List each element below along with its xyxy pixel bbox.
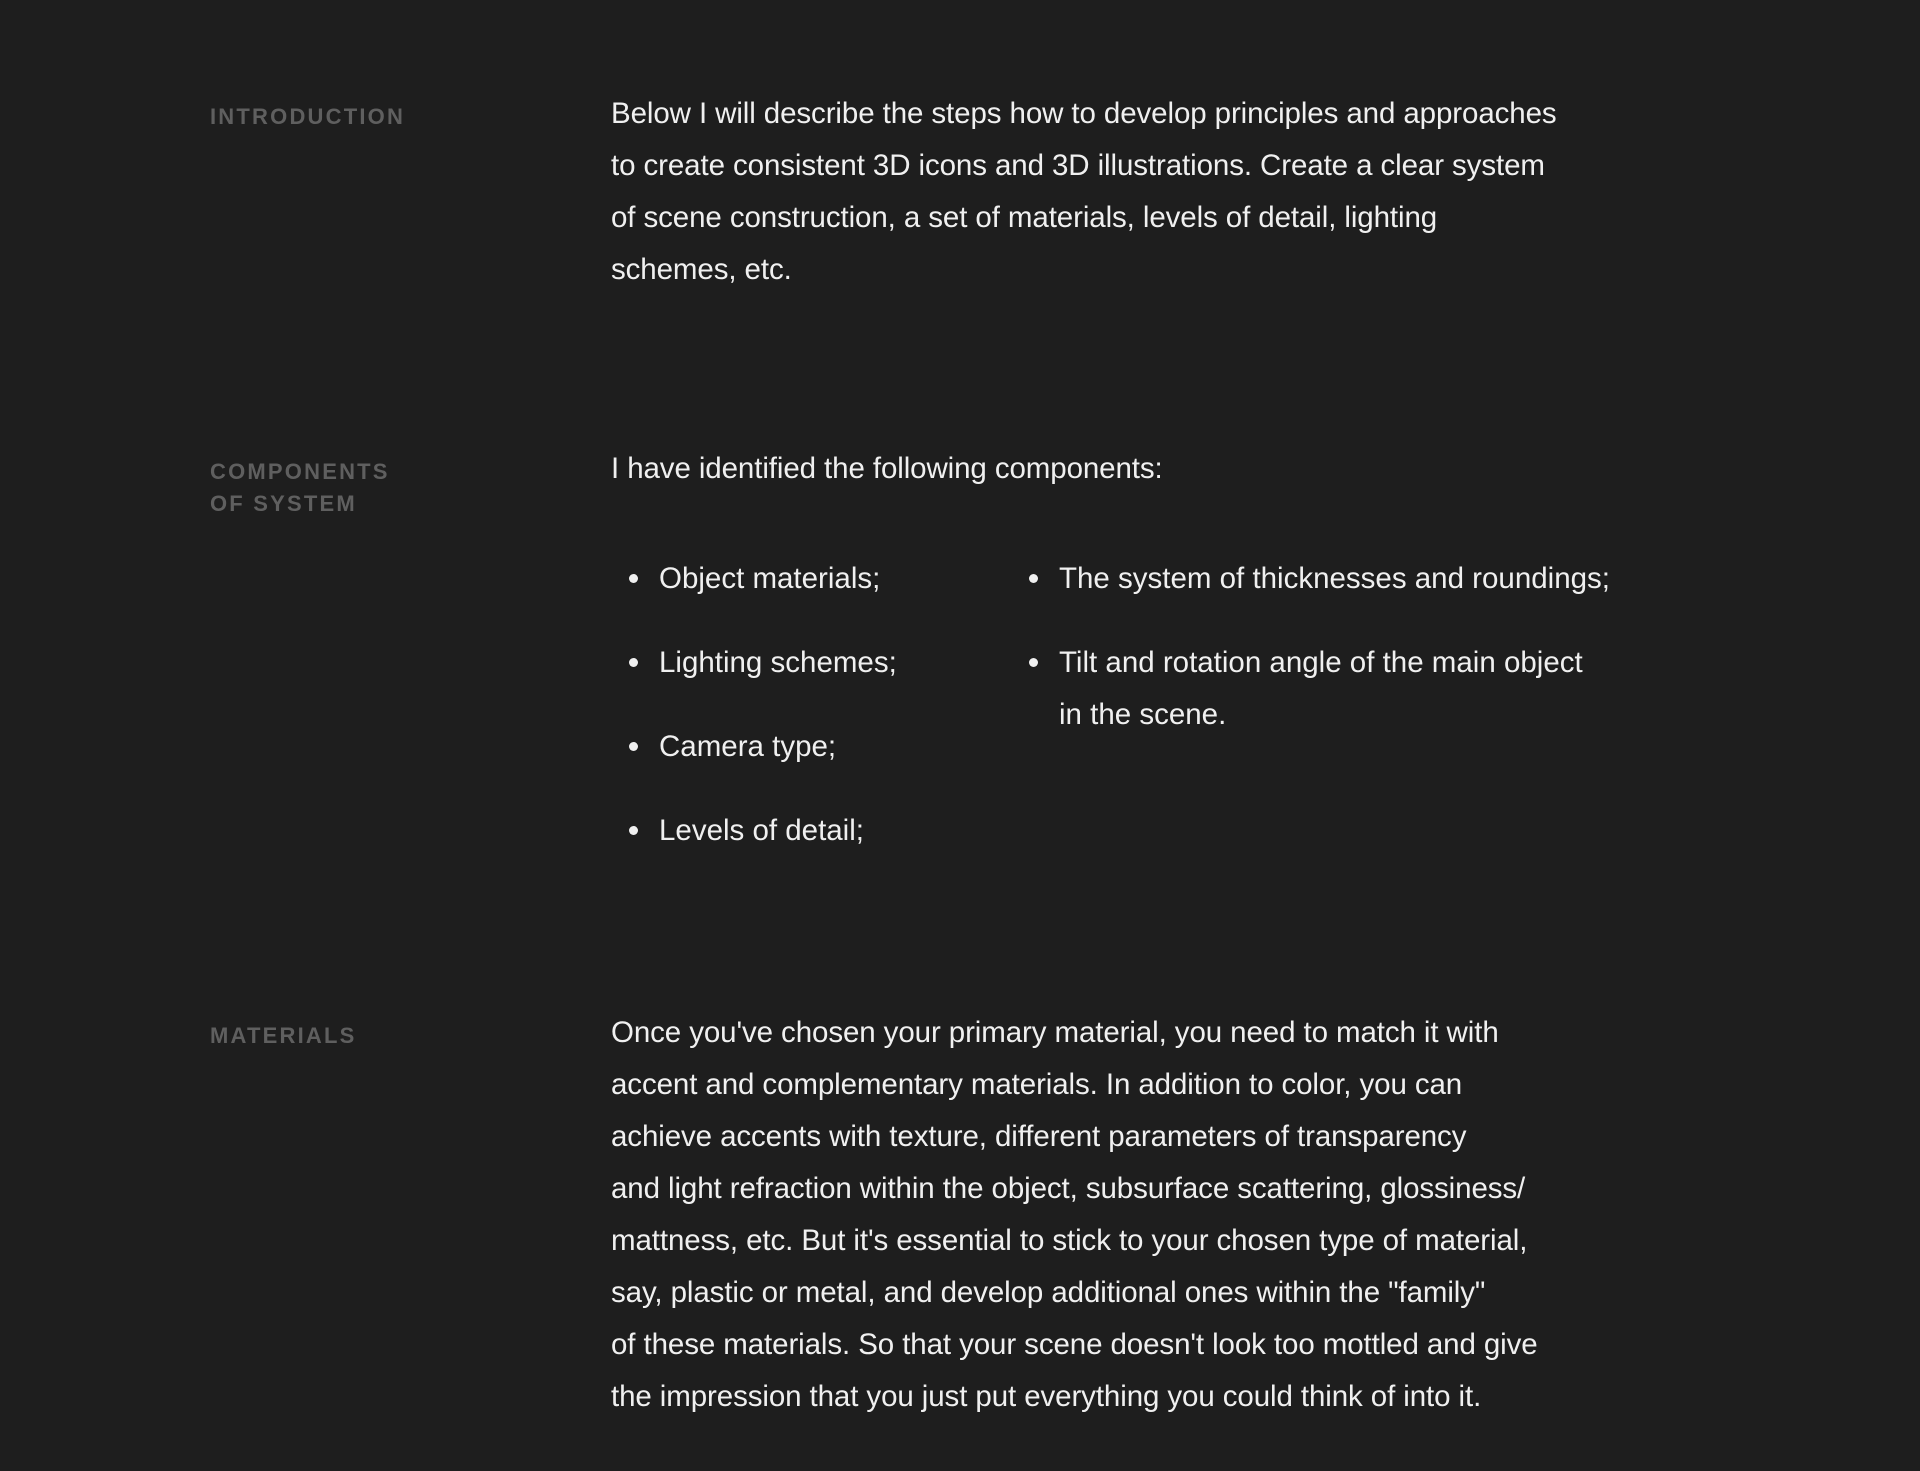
list-item xyxy=(611,553,991,605)
label-line: MATERIALS xyxy=(210,1023,357,1048)
paragraph-line: say, plastic or metal, and develop additional ones within the "family" xyxy=(611,1276,1486,1309)
label-line: OF SYSTEM xyxy=(210,491,357,516)
list-item-text: in the scene. xyxy=(1059,698,1227,731)
label-line: COMPONENTS xyxy=(210,459,390,484)
components-list-left xyxy=(611,553,991,889)
list-item xyxy=(611,721,991,773)
components-list-right xyxy=(1011,553,1711,773)
label-line: INTRODUCTION xyxy=(210,104,406,129)
list-item-text: Levels of detail; xyxy=(659,814,864,847)
list-item-text: The system of thicknesses and roundings; xyxy=(1059,562,1610,595)
section-label-introduction xyxy=(210,101,570,133)
paragraph-line: the impression that you just put everything you could think of into it. xyxy=(611,1380,1482,1413)
list-item xyxy=(611,637,991,689)
section-label-materials xyxy=(210,1020,570,1052)
paragraph-line: mattness, etc. But it's essential to stick to your chosen type of material, xyxy=(611,1224,1528,1257)
paragraph-line: of these materials. So that your scene doesn't look too mottled and give xyxy=(611,1328,1538,1361)
paragraph-line: Below I will describe the steps how to develop principles and approaches xyxy=(611,97,1557,130)
list-item-text: Camera type; xyxy=(659,730,837,763)
list-item xyxy=(611,805,991,857)
bullet-icon xyxy=(1029,574,1038,583)
paragraph-line: Once you've chosen your primary material, you need to match it with xyxy=(611,1016,1499,1049)
paragraph-line: accent and complementary materials. In addition to color, you can xyxy=(611,1068,1463,1101)
bullet-icon xyxy=(629,658,638,667)
introduction-paragraph xyxy=(611,88,1721,296)
list-item-text: Lighting schemes; xyxy=(659,646,897,679)
paragraph-line: I have identified the following components: xyxy=(611,452,1163,485)
list-item xyxy=(1011,637,1711,741)
bullet-icon xyxy=(1029,658,1038,667)
paragraph-line: of scene construction, a set of materials, levels of detail, lighting xyxy=(611,201,1438,234)
bullet-icon xyxy=(629,826,638,835)
components-intro xyxy=(611,443,1721,495)
list-item xyxy=(1011,553,1711,605)
bullet-icon xyxy=(629,574,638,583)
paragraph-line: achieve accents with texture, different parameters of transparency xyxy=(611,1120,1467,1153)
section-label-components xyxy=(210,456,570,520)
paragraph-line: schemes, etc. xyxy=(611,253,792,286)
list-item-text: Object materials; xyxy=(659,562,881,595)
paragraph-line: to create consistent 3D icons and 3D illustrations. Create a clear system xyxy=(611,149,1545,182)
paragraph-line: and light refraction within the object, subsurface scattering, glossiness/ xyxy=(611,1172,1526,1205)
materials-paragraph xyxy=(611,1007,1721,1423)
bullet-icon xyxy=(629,742,638,751)
list-item-text: Tilt and rotation angle of the main object xyxy=(1059,646,1583,679)
